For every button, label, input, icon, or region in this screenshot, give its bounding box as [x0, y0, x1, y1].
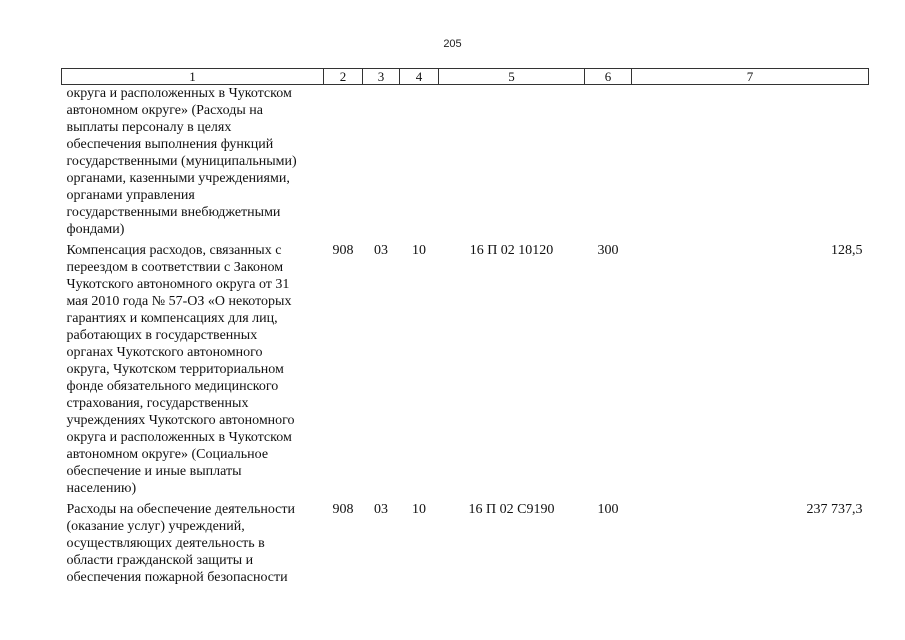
table-header-row: [62, 69, 869, 85]
page-number: 205: [443, 38, 462, 50]
row-description: [62, 501, 324, 586]
cell-code-3: 03: [374, 501, 388, 517]
cell-code-3: [363, 85, 400, 242]
cell-code-4: 10: [412, 501, 426, 517]
cell-code-5: [439, 85, 585, 242]
cell-code-2: 908: [332, 242, 354, 258]
table-row: [62, 85, 869, 242]
column-header-6: 6: [585, 69, 632, 85]
cell-code-2: [324, 85, 363, 242]
table-row: [62, 501, 869, 586]
cell-amount: 128,5: [831, 242, 863, 258]
cell-amount: 237 737,3: [806, 501, 863, 517]
cell-code-5: 16 П 02 С9190: [468, 501, 555, 517]
row-description: [62, 85, 324, 242]
cell-amount: [632, 85, 869, 242]
cell-code-4: 10: [412, 242, 426, 258]
table-row: [62, 242, 869, 501]
cell-code-5: 16 П 02 10120: [469, 242, 554, 258]
column-header-3: 3: [363, 69, 400, 85]
cell-code-4: [400, 85, 439, 242]
budget-table: [61, 68, 869, 586]
column-header-1: 1: [62, 69, 324, 85]
cell-code-6: [585, 85, 632, 242]
column-header-5: 5: [439, 69, 585, 85]
cell-code-6: 100: [597, 501, 619, 517]
row-description-text: Расходы на обеспечение деятельности (оказание услуг) учреждений, осуществляющих деятельность в области гражданской защиты и обеспечения пожарной безопасности: [66, 501, 295, 585]
cell-code-2: 908: [332, 501, 354, 517]
row-description: [62, 242, 324, 501]
column-header-7: 7: [632, 69, 869, 85]
cell-code-6: 300: [597, 242, 619, 258]
cell-code-3: 03: [374, 242, 388, 258]
row-description-text: Компенсация расходов, связанных с переездом в соответствии с Законом Чукотского автономного округа от 31 мая 2010 года № 57-ОЗ «О некоторых гарантиях и компенсациях для лиц, работающих в государственных органах Чукотского автономного округа, Чукотском территориальном фонде обязательного медицинского страхования, государственных учреждениях Чукотского автономного округа и расположенных в Чукотском автономном округе» (Социальное обеспечение и иные выплаты населению): [66, 242, 295, 496]
column-header-4: 4: [400, 69, 439, 85]
column-header-2: 2: [324, 69, 363, 85]
row-description-text: округа и расположенных в Чукотском автономном округе» (Расходы на выплаты персоналу в целях обеспечения выполнения функций государственными (муниципальными) органами, казенными учреждениями, органами управления государственными внебюджетными фондами): [66, 86, 297, 237]
